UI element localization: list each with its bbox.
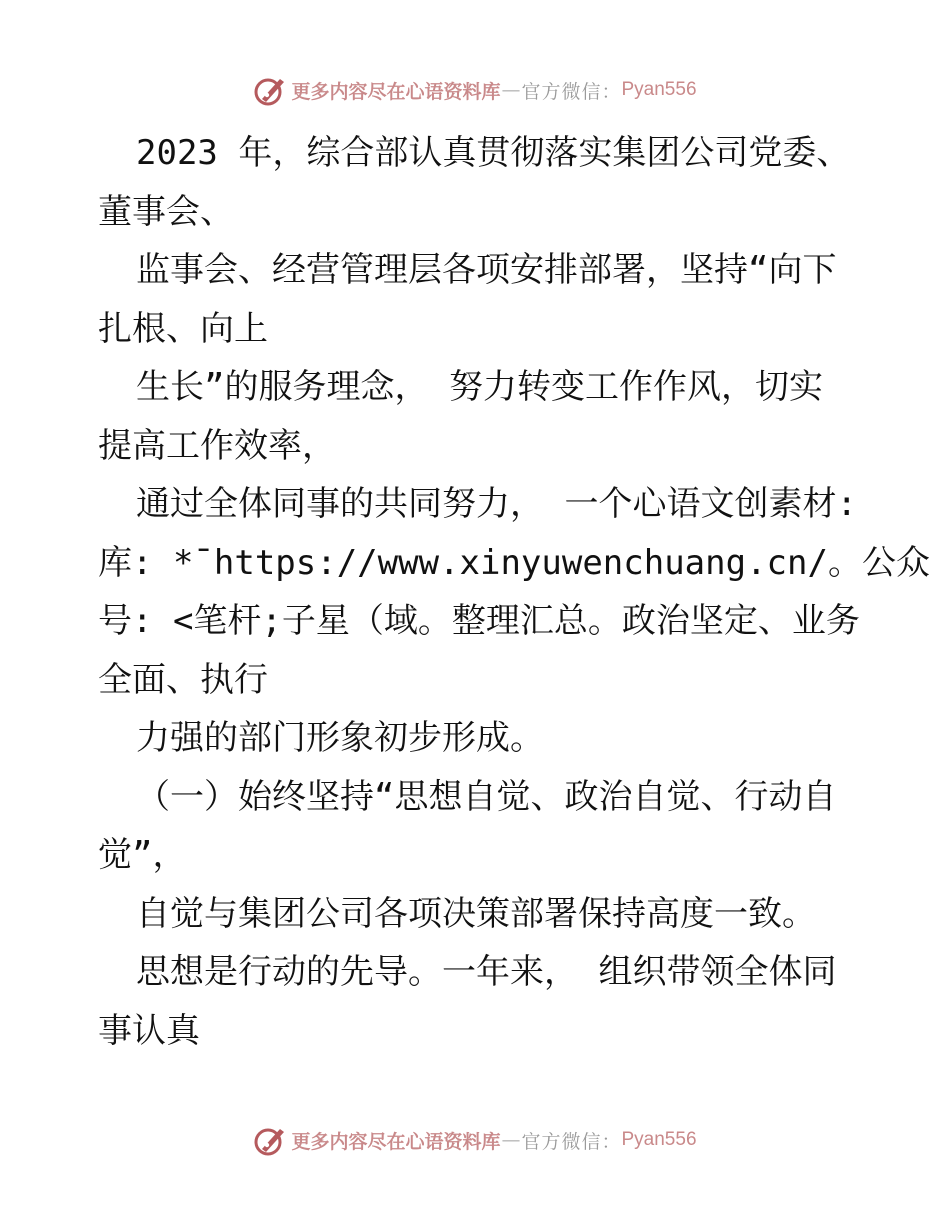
body-line: 事认真 (98, 1010, 200, 1051)
body-line: 董事会、 (98, 191, 234, 232)
banner-wechat-label: 官方微信： (521, 1130, 622, 1153)
document-body (98, 124, 930, 1060)
banner-site-name: 更多内容尽在心语资料库 (291, 80, 501, 103)
banner-wechat-id: Pyan556 (621, 79, 697, 100)
pen-nib-circle-icon (253, 73, 287, 107)
body-line: 生长”的服务理念， 努力转变工作作风，切实 (136, 367, 823, 407)
banner-wechat-label: 官方微信： (521, 80, 622, 103)
body-line: （一）始终坚持“思想自觉、政治自觉、行动自 (136, 776, 837, 817)
body-line: 力强的部门形象初步形成。 (136, 718, 544, 758)
body-line: 2023 年，综合部认真贯彻落实集团公司党委、 (136, 133, 851, 173)
header-banner (0, 72, 950, 108)
banner-wechat-id: Pyan556 (621, 1129, 697, 1150)
body-line: 全面、执行 (98, 659, 268, 700)
body-line: 监事会、经营管理层各项安排部署，坚持“向下 (136, 250, 837, 290)
banner-separator: — (501, 79, 521, 101)
body-line: 思想是行动的先导。一年来， 组织带领全体同 (136, 952, 837, 992)
body-line: 自觉与集团公司各项决策部署保持高度一致。 (136, 893, 816, 934)
body-line: 扎根、向上 (98, 308, 268, 349)
footer-banner (0, 1122, 950, 1158)
banner-site-name: 更多内容尽在心语资料库 (291, 1130, 501, 1153)
body-line: 库: *¯https://www.xinyuwenchuang.cn/。公众 (98, 542, 930, 583)
body-line: 提高工作效率， (98, 425, 336, 466)
body-line: 号: <笔杆;子星（域。整理汇总。政治坚定、业务 (98, 601, 860, 641)
pen-nib-circle-icon (253, 1123, 287, 1157)
body-line: 通过全体同事的共同努力， 一个心语文创素材: (136, 484, 857, 524)
banner-separator: — (501, 1129, 521, 1151)
body-line: 觉”， (98, 835, 187, 875)
